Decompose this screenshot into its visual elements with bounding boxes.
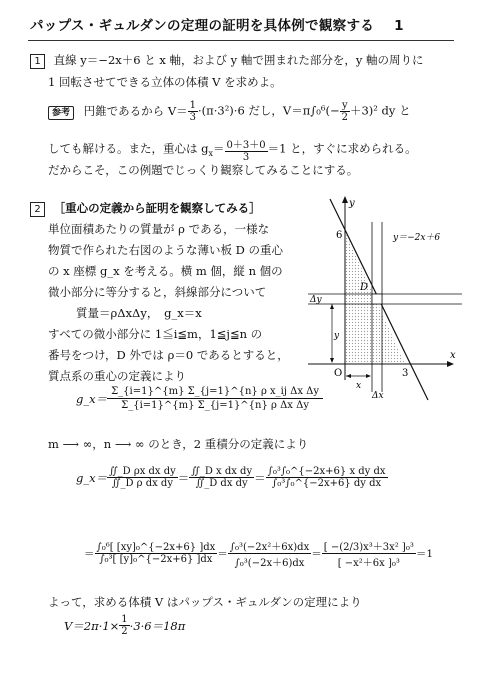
reference-line: [48, 100, 411, 123]
x-axis-label: x: [450, 350, 456, 361]
centroid-text-a: しても解ける。また，重心は g: [48, 141, 209, 156]
problem2-para3: の x 座標 g_x を考える。横 m 個，縦 n 個の: [48, 264, 283, 278]
problem2-para4: 微小部分に等分すると，斜線部分について: [48, 285, 267, 299]
limit-line: m ⟶ ∞，n ⟶ ∞ のとき，2 重積分の定義により: [48, 437, 309, 451]
y-intercept-label: 6: [336, 230, 343, 241]
problem2-heading-text: ［重心の定義から証明を観察してみる］: [53, 201, 261, 215]
frac-one-third: $\frac{1}{3}$: [189, 100, 197, 123]
ref-text-c: ＋3)² dy と: [349, 103, 411, 118]
ref-text-b: ·(π·3²)·6 だし，V＝π∫₀⁶(−: [198, 103, 340, 118]
line-equation-label: y＝−2x＋6: [393, 233, 441, 243]
problem1-line2: 1 回転させてできる立体の体積 V を求めよ。: [48, 75, 282, 89]
centroid-line: しても解ける。また，重心は $g_x=$ $\frac{0+3+0}{3}$ ＝1 と，すぐに求められる。: [48, 136, 417, 163]
problem1-number-box: 1: [30, 54, 45, 69]
region-d-label: D: [360, 282, 369, 293]
page-title: [30, 14, 404, 34]
y-var-label: y: [334, 331, 340, 341]
origin-label: O: [334, 368, 343, 379]
y-axis-label: y: [349, 198, 355, 209]
y-axis-arrow: [342, 196, 348, 203]
title-text: パップス・ギュルダンの定理の証明を具体例で観察する: [30, 18, 375, 34]
problem2-mass: 質量＝ρΔxΔy， g_x＝x: [76, 306, 202, 320]
problem1-line1: [30, 52, 423, 69]
x-axis-arrow: [447, 361, 454, 367]
problem1-text1: 直線 y＝−2x＋6 と x 軸，および y 軸で囲まれた部分を，y 軸の周りに: [53, 53, 424, 67]
reference-badge: 参考: [48, 106, 74, 120]
gx-sum-definition: g_x＝ $\frac{\text{Σ\_\{i=1\}\textasciicircum{}\{m\} Σ\_\{j=1\}\textasciicircum{}\{n\} ρ x\_ij Δx Δy}}{\text{Σ\_\{i=1\}\textasciicircum{}\{m\} Σ\_\{j=1\}\textasciicircum{}\{n\} ρ Δx Δy}}$: [76, 385, 323, 412]
x-intercept-label: 3: [402, 368, 409, 379]
final-volume: V＝2π·1× $\frac{1}{2}$ ·3·6＝18π: [64, 614, 186, 637]
x-var-label: x: [356, 381, 362, 391]
problem1-line5: だからこそ，この例題でじっくり観察してみることにする。: [48, 163, 359, 177]
problem2-para2: 物質で作られた右図のような薄い板 D の重心: [48, 243, 284, 257]
problem2-para7: 番号をつけ，D 外では ρ＝0 であるとすると，: [48, 348, 289, 362]
integral-equation-1: g_x＝ $\frac{\text{∬\_D ρx dx dy}}{\text{∬\_D ρ dx dy}}$ ＝ $\frac{\text{∬\_D x dx dy}}{\text{∬\_D dx dy}}$ ＝ $\frac{\text{∫₀³∫₀\textasciicircum{}\{−2x+6\} x dy dx}}{\text{∫₀³∫₀\textasciicircum{}\{−2x+6\} dy dx}}$: [76, 466, 386, 489]
gx-sum-fraction: $\frac{\text{Σ\_\{i=1\}\textasciicircum{}\{m\} Σ\_\{j=1\}\textasciicircum{}\{n\} ρ x\_ij Δx Δy}}{\text{Σ\_\{i=1\}\textasciicircum{}\{m\} Σ\_\{j=1\}\textasciicircum{}\{n\} ρ Δx Δy}}$: [107, 385, 323, 412]
small-cell: [372, 294, 382, 304]
problem2-para8: 質点系の重心の定義により: [48, 369, 186, 383]
region-figure: [300, 192, 470, 402]
problem2-para6: すべての微小部分に 1≦i≦m，1≦j≦n の: [48, 327, 263, 341]
title-rule: [28, 40, 454, 41]
title-number: 1: [394, 18, 404, 34]
problem2-heading: [30, 200, 261, 217]
delta-y-label: Δy: [310, 295, 322, 305]
problem2-para1: 単位面積あたりの質量が ρ である，一様な: [48, 222, 270, 236]
frac-y-half: $\frac{y}{2}$: [341, 100, 348, 123]
ref-text-a: 円錐であるから V＝: [83, 103, 188, 118]
centroid-text-b: ＝1 と，すぐに求められる。: [267, 141, 417, 156]
frac-centroid: $\frac{0+3+0}{3}$: [225, 136, 268, 163]
problem2-number-box: 2: [30, 202, 45, 217]
integral-equation-2: ＝ $\frac{\text{∫₀⁶[ [xy]₀\textasciicircum{}\{−2x+6\} ]dx}}{\text{∫₀³[ [y]₀\textasciicircum{}\{−2x+6\} ]dx}}$ ＝ $\frac{\text{∫₀³(−2x²＋6x)dx}}{\text{∫₀³(−2x＋6)dx}}$ ＝ $\frac{\text{[ −(2/3)x³＋3x² ]₀³}}{\text{[ −x²＋6x ]₀³}}$ ＝1: [84, 538, 433, 569]
delta-x-label: Δx: [372, 391, 384, 401]
conclusion-line: よって，求める体積 V はパップス・ギュルダンの定理により: [48, 595, 362, 609]
